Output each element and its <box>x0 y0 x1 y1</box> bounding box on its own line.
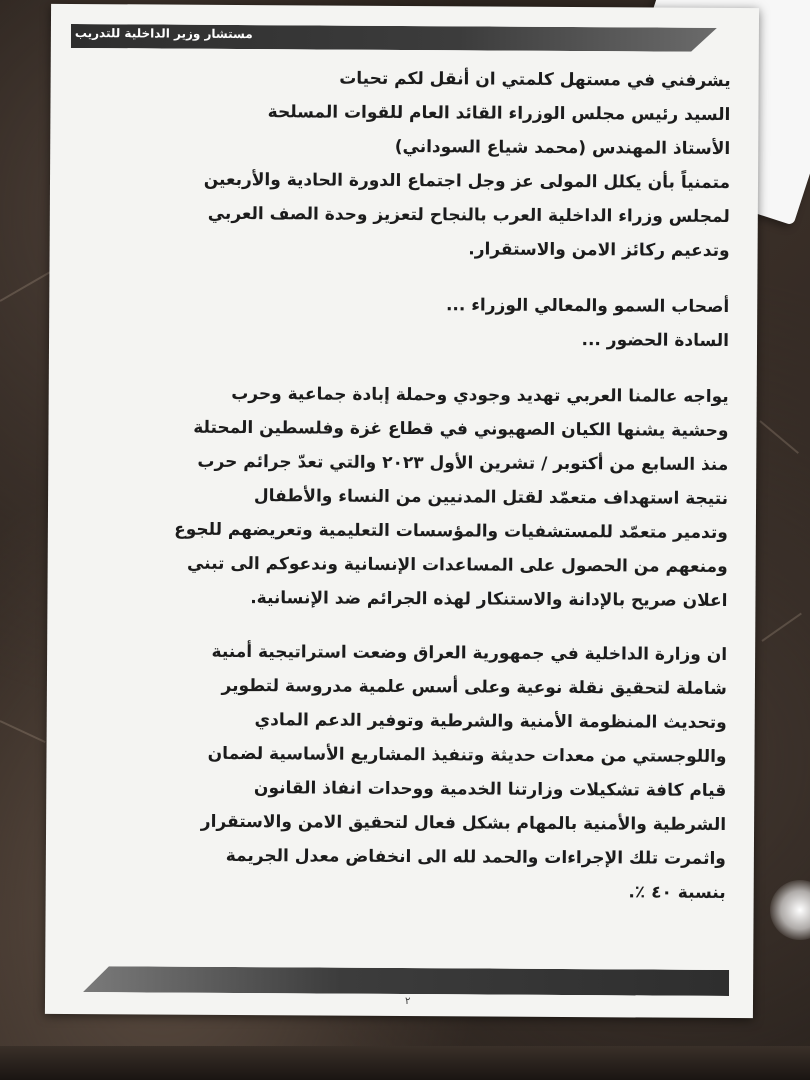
table-edge <box>0 1046 810 1080</box>
text-line: متمنياً بأن يكلل المولى عز وجل اجتماع الدورة الحادية والأربعين <box>203 169 731 193</box>
text-line: واللوجستي من معدات حديثة وتنفيذ المشاريع الأساسية لضمان <box>207 743 727 767</box>
letter-body <box>76 60 731 910</box>
light-glare <box>770 880 810 940</box>
salutation-line: السادة الحضور ... <box>581 330 730 351</box>
text-line: وتدعيم ركائز الامن والاستقرار. <box>468 239 730 261</box>
text-line: قيام كافة تشكيلات وزارتنا الخدمية ووحدات انفاذ القانون <box>253 778 727 801</box>
document-page <box>45 4 759 1018</box>
header-title: مستشار وزير الداخلية للتدريب <box>74 25 253 42</box>
marble-vein <box>0 270 52 302</box>
marble-vein <box>759 420 799 454</box>
text-line: الشرطية والأمنية بالمهام بشكل فعال لتحقيق الامن والاستقرار <box>200 811 727 835</box>
marble-vein <box>0 720 46 743</box>
text-line: وحشية يشنها الكيان الصهيوني في قطاع غزة وفلسطين المحتلة <box>193 417 729 441</box>
text-line: اعلان صريح بالإدانة والاستنكار لهذه الجرائم ضد الإنسانية. <box>250 588 728 611</box>
salutation <box>79 286 729 358</box>
text-line: يواجه عالمنا العربي تهديد وجودي وحملة إبادة جماعية وحرب <box>231 383 729 407</box>
text-line: بنسبة ٤٠ ٪. <box>628 882 726 903</box>
text-line: لمجلس وزراء الداخلية العرب بالنجاح لتعزيز وحدة الصف العربي <box>207 203 730 227</box>
footer-bar <box>83 966 729 996</box>
text-line: السيد رئيس مجلس الوزراء القائد العام للقوات المسلحة <box>267 102 731 125</box>
paragraph-gaza <box>77 376 728 618</box>
text-line: يشرفني في مستهل كلمتي ان أنقل لكم تحيات <box>339 68 731 91</box>
marble-vein <box>761 613 801 642</box>
text-line: وتحديث المنظومة الأمنية والشرطية وتوفير الدعم المادي <box>254 710 727 733</box>
paragraph-strategy <box>76 634 728 910</box>
text-line: واثمرت تلك الإجراءات والحمد لله الى انخفاض معدل الجريمة <box>225 845 726 869</box>
text-line: الأستاذ المهندس (محمد شياع السوداني) <box>394 136 731 159</box>
page-number: ٢ <box>404 996 411 1008</box>
intro-paragraph <box>80 60 731 268</box>
salutation-line: أصحاب السمو والمعالي الوزراء ... <box>445 295 730 317</box>
text-line: نتيجة استهداف متعمّد لقتل المدنيين من النساء والأطفال <box>253 486 729 509</box>
text-line: ان وزارة الداخلية في جمهورية العراق وضعت استراتيجية أمنية <box>211 641 728 665</box>
text-line: وتدمير متعمّد للمستشفيات والمؤسسات التعليمية وتعريضهم للجوع <box>174 519 728 543</box>
text-line: ومنعهم من الحصول على المساعدات الإنسانية وندعوكم الى تبني <box>186 553 728 577</box>
text-line: شاملة لتحقيق نقلة نوعية وعلى أسس علمية مدروسة لتطوير <box>221 675 727 699</box>
text-line: منذ السابع من أكتوبر / تشرين الأول ٢٠٢٣ والتي تعدّ جرائم حرب <box>197 451 729 475</box>
